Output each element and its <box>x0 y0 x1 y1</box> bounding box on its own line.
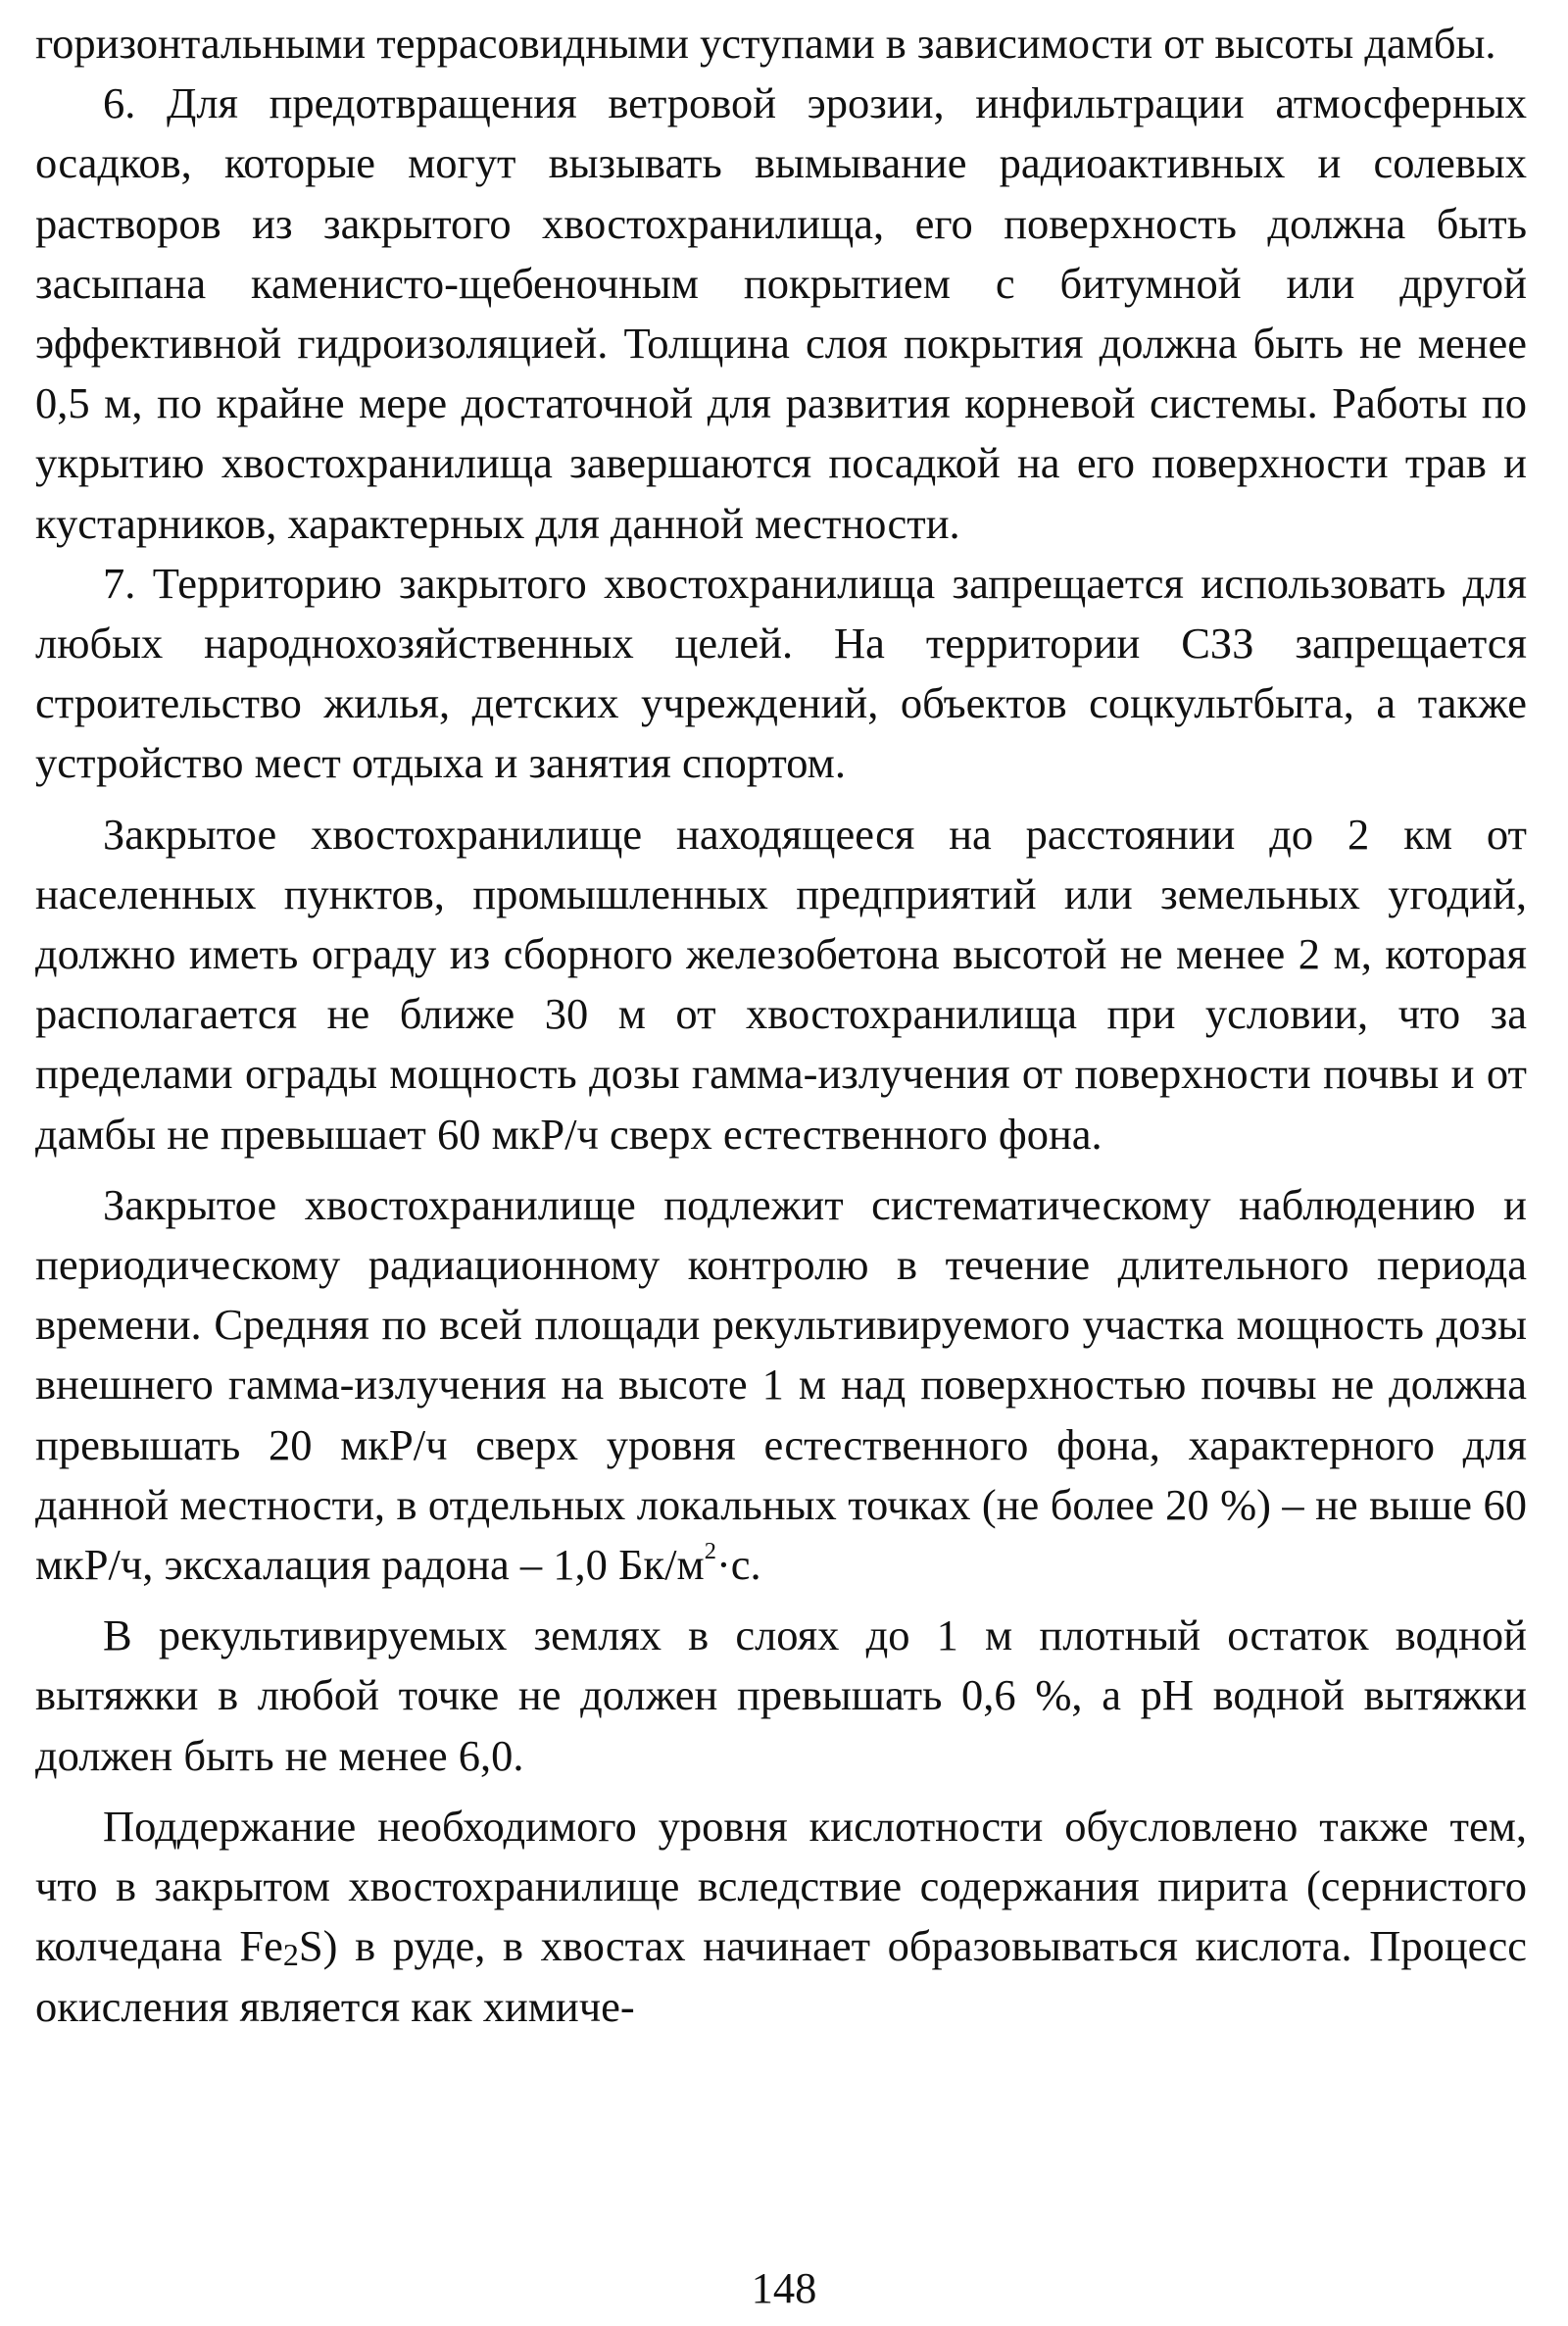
paragraph-item-7: 7. Территорию закрытого хвостохранилища запрещается использовать для любых народнохозяйственных целей. На территории СЗЗ запрещается строительство жилья, детских учреждений, объектов соцкультбыта, а также устройство мест отдыха и занятия спортом. <box>35 558 1527 788</box>
paragraph-acidity <box>35 1797 1527 2037</box>
paragraph-radiation-monitoring <box>35 1175 1527 1595</box>
paragraph-dam-continuation: горизонтальными террасовидными уступами в зависимости от высоты дамбы. <box>35 19 1496 68</box>
paragraph-radiation-unit-end: ·с. <box>715 1540 761 1590</box>
page-number: 148 <box>751 2263 817 2312</box>
paragraph-fence-requirements: Закрытое хвостохранилище находящееся на расстоянии до 2 км от населенных пунктов, промышленных предприятий или земельных угодий, должно иметь ограду из сборного железобетона высотой не менее 2 м, которая располагается не ближе 30 м от хвостохранилища при условии, что за пределами ограды мощность дозы гамма-излучения от поверхности почвы и от дамбы не превышает 60 мкР/ч сверх естественного фона. <box>35 809 1527 1159</box>
subscript-two: 2 <box>282 1937 299 1973</box>
paragraph-acidity-text: Поддержание необходимого уровня кислотности обусловлено также тем, что в закрытом хвостохранилище вследствие содержания пирита (сернистого колчедана Fe <box>35 1801 1527 1971</box>
paragraph-radiation-text: Закрытое хвостохранилище подлежит систематическому наблюдению и периодическому радиационному контролю в течение длительного периода времени. Средняя по всей площади рекультивируемого участка мощность дозы внешнего гамма-излучения на высоте 1 м над поверхностью почвы не должна превышать 20 мкР/ч сверх уровня естественного фона, характерного для данной местности, в отдельных локальных точках (не более 20 %) – не выше 60 мкР/ч, эксхалация радона – 1,0 Бк/м <box>35 1179 1527 1590</box>
paragraph-water-extract: В рекультивируемых землях в слоях до 1 м плотный остаток водной вытяжки в любой точке не должен превышать 0,6 %, а pH водной вытяжки должен быть не менее 6,0. <box>35 1610 1527 1780</box>
paragraph-item-6: 6. Для предотвращения ветровой эрозии, инфильтрации атмосферных осадков, которые могут вызывать вымывание радиоактивных и солевых растворов из закрытого хвостохранилища, его поверхность должна быть засыпана каменисто-щебеночным покрытием с битумной или другой эффективной гидроизоляцией. Толщина слоя покрытия должна быть не менее 0,5 м, по крайне мере достаточной для развития корневой системы. Работы по укрытию хвостохранилища завершаются посадкой на его поверхности трав и кустарников, характерных для данной местности. <box>35 78 1527 548</box>
superscript-squared: 2 <box>704 1538 716 1565</box>
paragraph-acidity-text-end: S) в руде, в хвостах начинает образовываться кислота. Процесс окисления является как химиче- <box>35 1921 1528 2031</box>
document-page <box>35 14 1527 2037</box>
